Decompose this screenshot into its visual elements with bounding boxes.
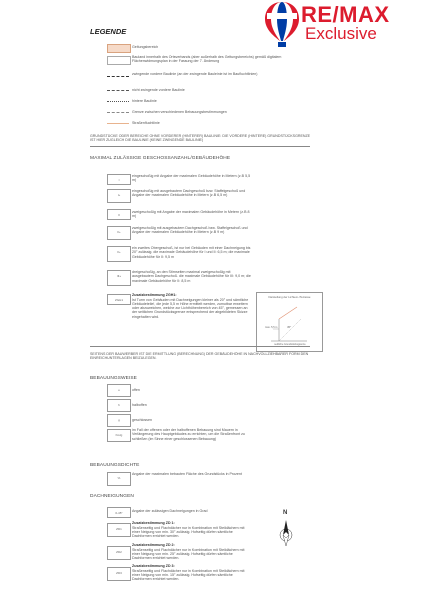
height-box-ii: II bbox=[107, 209, 131, 220]
remax-balloon-icon bbox=[263, 0, 301, 48]
height-box-zgh1: ZGH1 bbox=[107, 294, 131, 305]
legend-nicht-zwingende-line bbox=[107, 90, 129, 91]
bauweise-item-text: geschlossen bbox=[132, 418, 152, 422]
dichte-box: % bbox=[107, 472, 131, 486]
height-item-text: ein zweites Obergeschoß, ist nur bei Gebäuden mit einer Dachneigung bis 20° zulässig. die maximale Gebäudehöhe für I und II: 6,5 m; die maximale Gebäudehöhe für II: 9,5 m bbox=[132, 246, 251, 259]
height-box-iii-plus: III+ bbox=[107, 270, 131, 286]
height-item-text: dreigeschoßig, an den Stirnseiten maximal zweigeschoßig mit ausgebautem Dachgeschoß. die maximale Gebäudehöhe für III: 9,0 m; die maximale Gebäudehöhe für II: 8,5 m bbox=[132, 270, 251, 283]
lichtraum-sketch bbox=[256, 292, 323, 352]
legend-item-text: Geltungsbereich bbox=[132, 45, 159, 49]
north-arrow-icon bbox=[276, 518, 296, 548]
bauweise-box-offen: o bbox=[107, 384, 131, 397]
bauweise-item-text: offen bbox=[132, 388, 140, 392]
legend-title: LEGENDE bbox=[90, 27, 127, 36]
legend-item-text: zwingende vordere Baulinie (an der zwingende Bauleinie ist im Baufluchtlinien) bbox=[132, 72, 258, 76]
height-section-title: MAXIMAL ZULÄSSIGE GESCHOSSANZAHL/GEBÄUDEHÖHE bbox=[90, 156, 231, 161]
dachneigung-zd3-title: Zusatzbestimmung ZD 3: bbox=[132, 564, 175, 568]
dachneigung-box-zd1: ZD1 bbox=[107, 523, 131, 537]
height-item-text: eingeschoßig mit Angabe der maximalen Gebäudehöhe in Metern (z.B 5,5 m) bbox=[132, 174, 251, 183]
bauweise-box-geschlossen: g bbox=[107, 414, 131, 427]
height-box-i: I bbox=[107, 174, 131, 185]
north-label: N bbox=[283, 510, 288, 516]
height-item-text: zweigeschoßig mit ausgebautem Dachgeschoß bzw. Staffelgeschoß und Angabe der maximalen Gebäudehöhe in Metern (z.B 9 m) bbox=[132, 226, 248, 235]
dachneigung-box-zd3: ZD3 bbox=[107, 567, 131, 581]
height-box-ii-plus-2: II+ bbox=[107, 246, 131, 262]
legend-geltungsbereich-swatch bbox=[107, 44, 131, 53]
bauweise-item-text: im Fall der offenen oder der halboffenen Bebauung sind Mauern in Verlängerung des Hauptgebäudes zu errichten, um die Straßenfront zu schließen (im Sinne einer geschlossenen Bebauung) bbox=[132, 428, 245, 441]
divider bbox=[90, 146, 310, 147]
dachneigung-zd2-text: Straßenseitig und Flachdächer nur in Kombination mit Steildächern mit einer Neigung von min. 25° zulässig. Hofseitig dürfen sämtliche Dachformen errichtet werden. bbox=[132, 547, 245, 561]
sketch-angle-label: 45° bbox=[287, 325, 292, 329]
zusatz-text: Ist Turm von Gebäuden mit Dachneigungen kleiner als 20° und sämtliche Gebäudeteile!, die jede 5,5 m Höhe ermittelt werden, zumutbar erweitern oder abzuweichen, welche zur Lichthöhenbereich von 45°, gemessen an der seitlichen Grundstücksgrenze entsprechend der abgebildeten Skizze eingehalten wird. bbox=[132, 297, 249, 319]
divider bbox=[90, 346, 310, 347]
legend-item-text: hintere Baulinie bbox=[132, 99, 157, 103]
dachneigung-box-angle: 0-45° bbox=[107, 507, 131, 518]
height-box-i-plus: I+ bbox=[107, 189, 131, 203]
dachneigung-zd3-text: Straßenseitig und Flachdächer nur in Kombination mit Steildächern mit einer Neigung von min. 15° zulässig. Hofseitig dürfen sämtliche Dachformen errichtet werden. bbox=[132, 568, 245, 582]
sketch-bottom-label: seitliche Grundstücksgrenze bbox=[274, 343, 306, 346]
dachneigung-box-zd2: ZD2 bbox=[107, 546, 131, 560]
dachneigung-zd1-title: Zusatzbestimmung ZD 1: bbox=[132, 521, 175, 525]
bauweise-box-halboffen: h bbox=[107, 399, 131, 412]
building-note: SEITENS DER BAUWERBER IST DIE ERMITTLUNG (BERECHNUNG) DER GEBÄUDEHÖHE IN NACHVOLLZIEHBARER FORM DEN EINREICHUNTERLAGEN BEIZULEGEN. bbox=[90, 352, 309, 361]
height-box-ii-plus: II+ bbox=[107, 226, 131, 240]
legend-zwingende-baulinie-line bbox=[107, 76, 129, 77]
legend-item-text: nicht zwingende vordere Baulinie bbox=[132, 88, 185, 92]
legend-item-text: Bauland innerhalb des Ortsverbands (aber außerhalb des Geltungsbereichs) gemäß digitalem Flächenwidmungsplan in der Fassung der 7. Änderung bbox=[132, 55, 282, 64]
bauweise-item-text: halboffen bbox=[132, 403, 147, 407]
legend-hintere-baulinie-line bbox=[107, 101, 129, 102]
sketch-height-label: max. 5,5 m bbox=[265, 326, 278, 329]
remax-exclusive-text: Exclusive bbox=[305, 24, 377, 43]
legend-strassenfluchtlinie-line bbox=[107, 123, 129, 124]
height-item-text: zweigeschoßig mit Angabe der maximalen Gebäudehöhe in Metern (z.B 8 m) bbox=[132, 210, 250, 219]
zusatz-title: Zusatzbestimmung ZGH1: bbox=[132, 293, 177, 297]
height-item-text: eingeschoßig mit ausgebautem Dachgeschoß bzw. Staffelgeschoß und Angabe der maximalen Gebäudehöhe in Metern (z.B 6,5 m) bbox=[132, 189, 246, 198]
dichte-title: BEBAUUNGSDICHTE bbox=[90, 463, 140, 468]
remax-logo bbox=[263, 0, 424, 50]
grundstueck-note: GRUNDSTÜCKE ODER BEREICHE OHNE VORDERER (HINTERER) BAULINIE: DIE VORDERE (HINTERE) GRUNDSTÜCKSGRENZE IST HIER ZUGLEICH DIE BAULINIE (KEINE ZWINGENDE BAULINIE) bbox=[90, 134, 311, 143]
remax-brand-text: RE/MAX bbox=[301, 2, 390, 27]
dachneigung-zd2-title: Zusatzbestimmung ZD 2: bbox=[132, 543, 175, 547]
dachneigung-zd1-text: Straßenseitig und Flachdächer nur in Kombination mit Steildächern mit einer Neigung von min. 30° zulässig. Hofseitig dürfen sämtliche Dachformen errichtet werden. bbox=[132, 525, 245, 539]
sketch-title: Darstellung der Lichtem-/Terrasse bbox=[268, 295, 311, 299]
legend-item-text: Straßenfluchtlinie bbox=[132, 121, 160, 125]
dachneigung-title: DACHNEIGUNGEN bbox=[90, 494, 134, 499]
legend-bauland-swatch bbox=[107, 56, 131, 65]
dachneigung-item-text: Angabe der zulässigen Dachneigungen in Grad bbox=[132, 509, 208, 513]
bauweise-title: BEBAUUNGSWEISE bbox=[90, 376, 137, 381]
legend-item-text: Grenze zwischen verschiedenen Bebauungsbestimmungen bbox=[132, 110, 227, 114]
legend-grenze-line bbox=[107, 112, 129, 113]
bauweise-box-mauern: h/o/g bbox=[107, 429, 131, 442]
dichte-item-text: Angabe der maximalen bebauten Fläche des Grundstücks in Prozent bbox=[132, 472, 242, 476]
